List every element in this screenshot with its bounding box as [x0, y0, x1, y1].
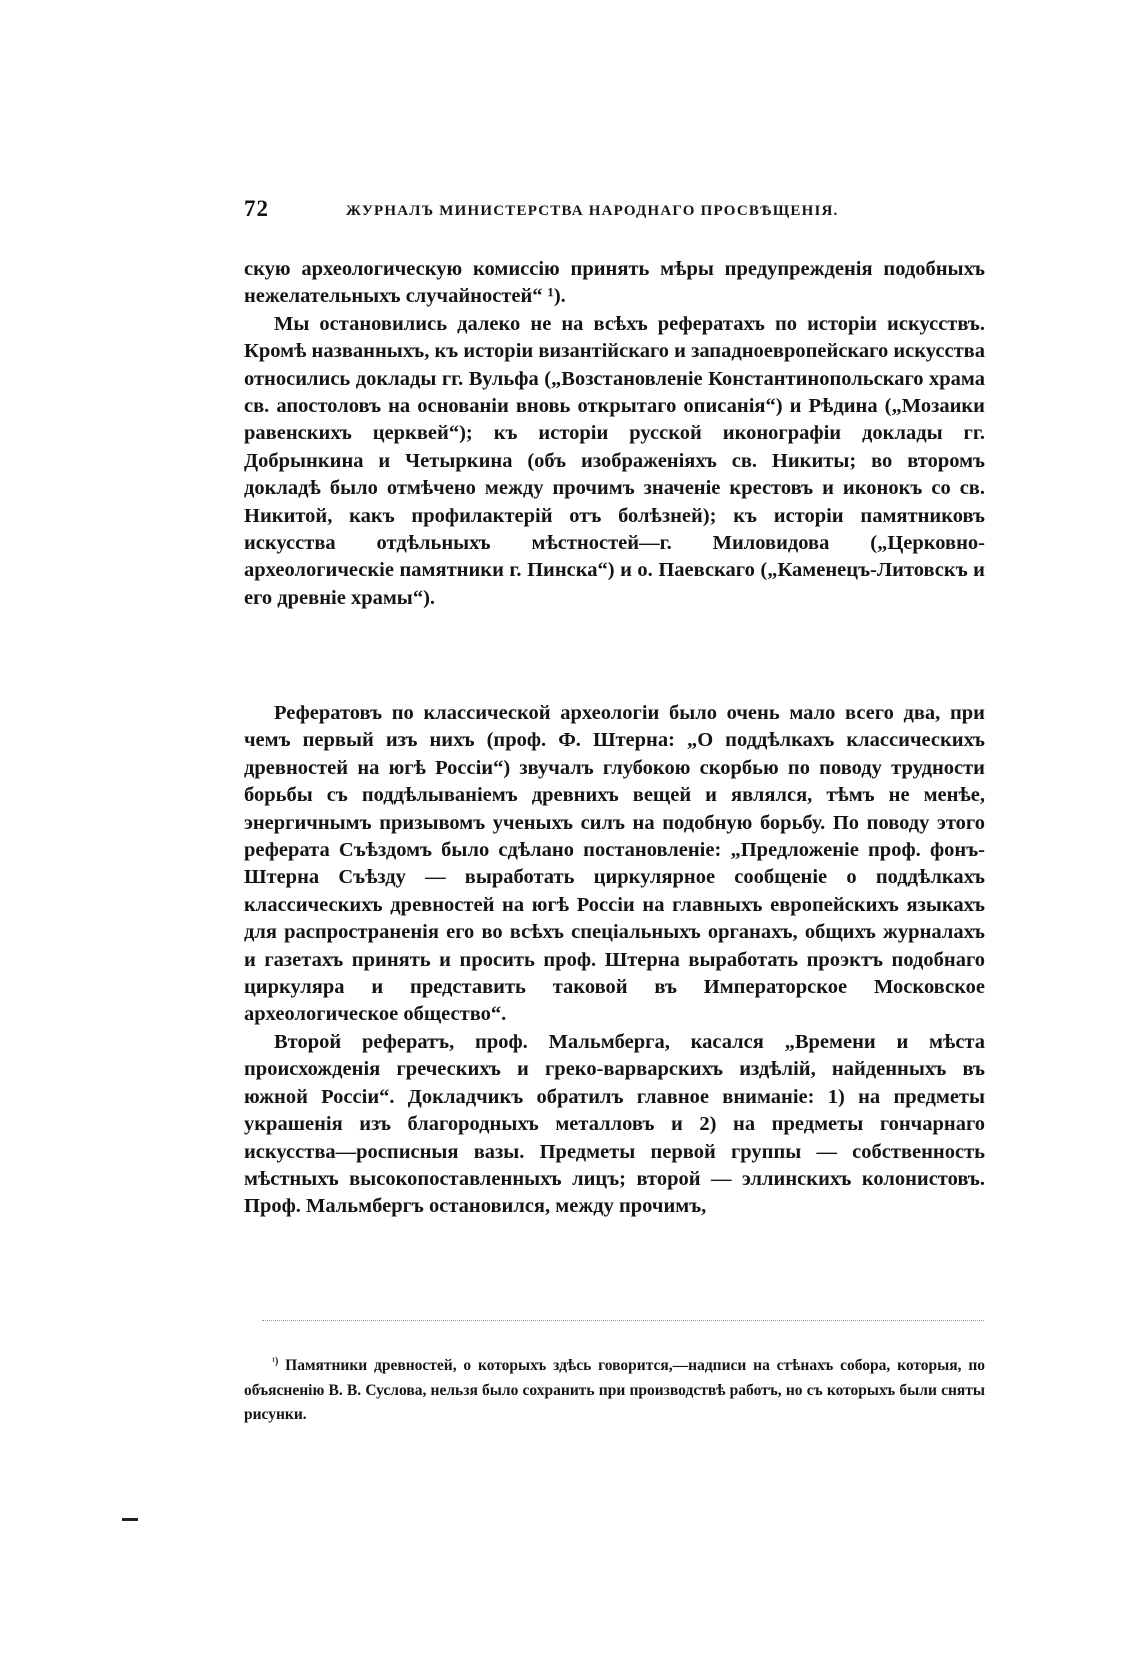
scan-mark: [122, 1518, 138, 1521]
page-header: [244, 196, 984, 226]
paragraph-malmberg: Второй рефератъ, проф. Мальмберга, касался „Времени и мѣста происхожденія греческихъ и греко-варварскихъ издѣлій, найденныхъ въ южной Россіи“. Докладчикъ обратилъ главное вниманіе: 1) на предметы украшенія изъ благородныхъ металловъ и 2) на предметы гончарнаго искусства—росписныя вазы. Предметы первой группы — собственность мѣстныхъ высокопоставленныхъ лицъ; второй — эллинскихъ колонистовъ. Проф. Мальмбергъ остановился, между прочимъ,: [244, 1030, 985, 1218]
footnote-divider: [262, 1320, 984, 1321]
paragraph-continuation: скую археологическую комиссію принять мѣры предупрежденія подобныхъ нежелательныхъ случайностей“ ¹).: [244, 258, 985, 308]
text-block-upper: [244, 256, 985, 612]
running-title: ЖУРНАЛЪ МИНИСТЕРСТВА НАРОДНАГО ПРОСВѢЩЕНІЯ.: [346, 203, 839, 219]
footnote-body: Памятники древностей, о которыхъ здѣсь говорится,—надписи на стѣнахъ собора, которыя, по объясненію В. В. Суслова, нельзя было сохранить при производствѣ работъ, но съ которыхъ были сняты рисунки.: [244, 1357, 985, 1424]
footnote-text: [244, 1350, 985, 1428]
footnote: [244, 1350, 985, 1428]
text-block-lower: [244, 700, 985, 1221]
paragraph-classical-archaeology: Рефератовъ по классической археологіи было очень мало всего два, при чемъ первый изъ нихъ (проф. Ф. Штерна: „О поддѣлкахъ классическихъ древностей на югѣ Россіи“) звучалъ глубокою скорбью по поводу трудности борьбы съ поддѣлываніемъ древнихъ вещей и являлся, тѣмъ не менѣе, энергичнымъ призывомъ ученыхъ силъ на подобную борьбу. По поводу этого реферата Съѣздомъ было сдѣлано постановленіе: „Предложеніе проф. фонъ-Штерна Съѣзду — выработать циркулярное сообщеніе о поддѣлкахъ классическихъ древностей на югѣ Россіи на главныхъ европейскихъ языкахъ для распространенія его во всѣхъ спеціальныхъ органахъ, общихъ журналахъ и газетахъ принять и просить проф. Штерна выработать проэктъ подобнаго циркуляра и представить таковой въ Императорское Московское археологическое общество“.: [244, 702, 985, 1026]
paragraph-art-history: Мы остановились далеко не на всѣхъ рефератахъ по исторіи искусствъ. Кромѣ названныхъ, къ исторіи византійскаго и западноевропейскаго искусства относились доклады гг. Вульфа („Возстановленіе Константинопольскаго храма св. апостоловъ на основаніи вновь открытаго описанія“) и Рѣдина („Мозаики равенскихъ церквей“); къ исторіи русской иконографіи доклады гг. Добрынкина и Четыркина (объ изображеніяхъ св. Никиты; во второмъ докладѣ было отмѣчено между прочимъ значеніе крестовъ и иконокъ со св. Никитой, какъ профилактерій отъ болѣзней); къ исторіи памятниковъ искусства отдѣльныхъ мѣстностей—г. Миловидова („Церковно-археологическіе памятники г. Пинска“) и о. Паевскаго („Каменецъ-Литовскъ и его древніе храмы“).: [244, 312, 985, 609]
footnote-marker: ¹): [272, 1356, 279, 1367]
page-number: 72: [244, 196, 269, 221]
